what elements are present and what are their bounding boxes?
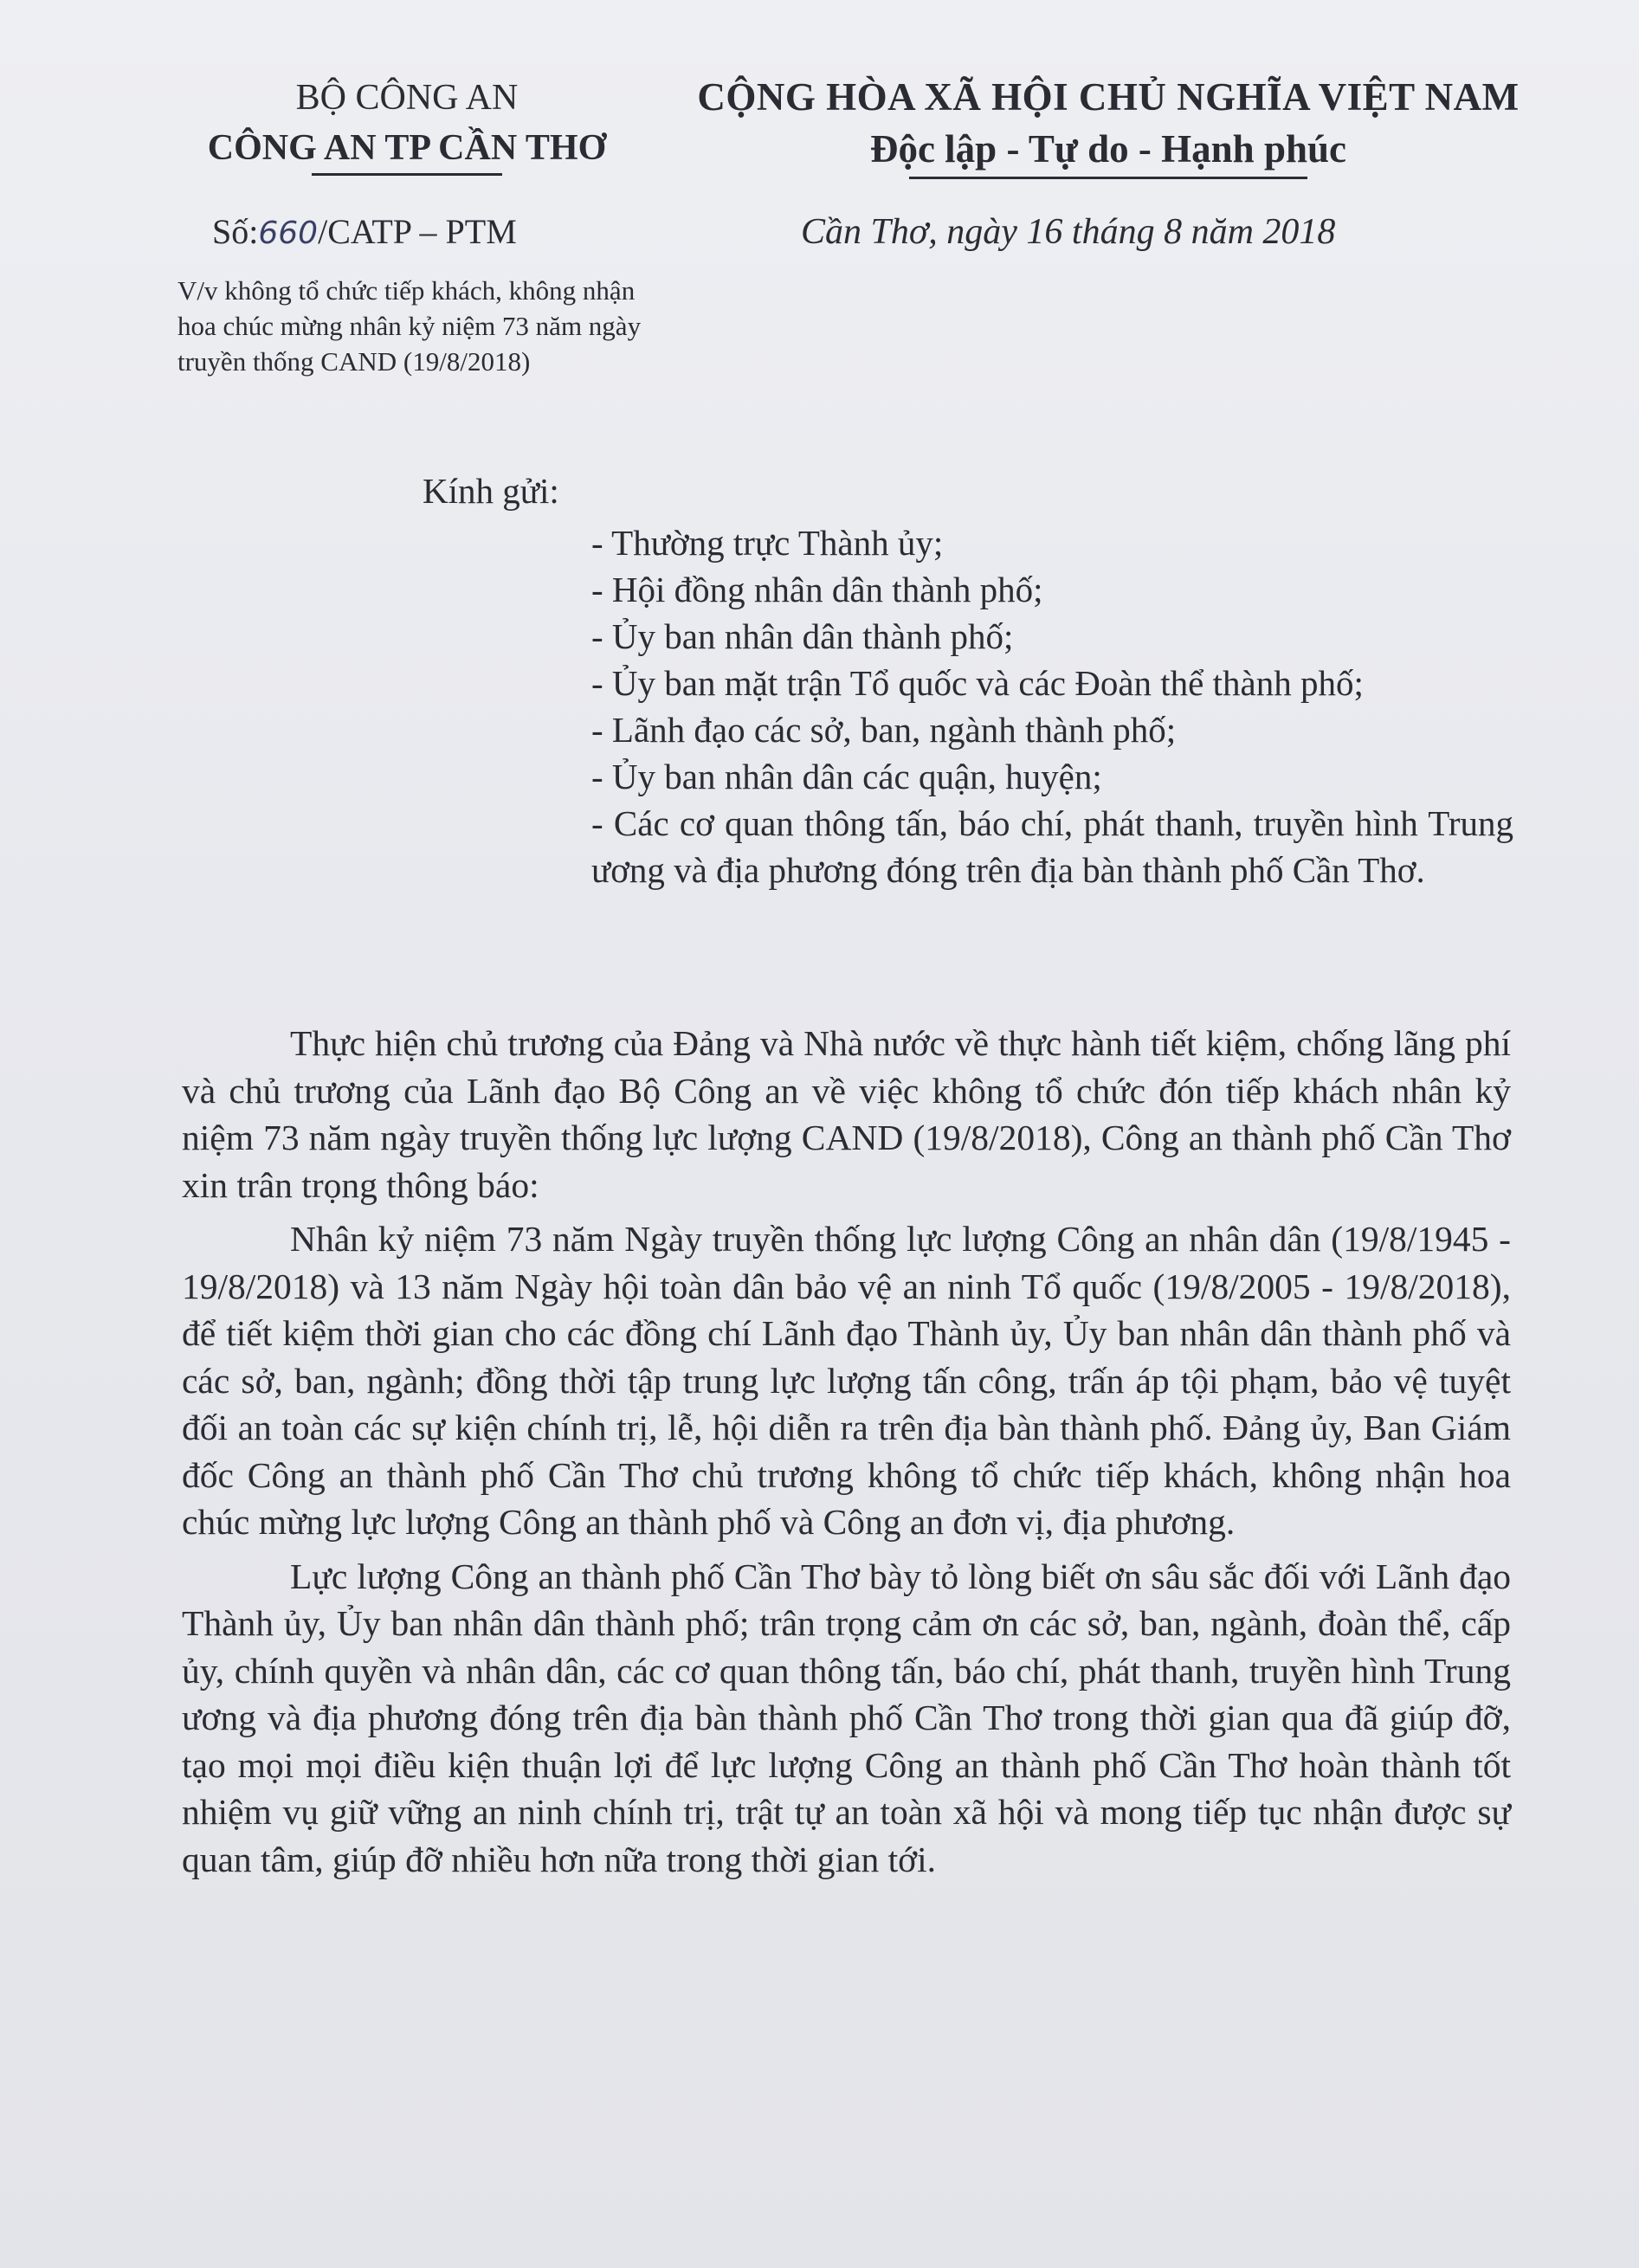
body-paragraph: Nhân kỷ niệm 73 năm Ngày truyền thống lực lượng Công an nhân dân (19/8/1945 - 19/8/2018) và 13 năm Ngày hội toàn dân bảo vệ an ninh Tổ quốc (19/8/2005 - 19/8/2018), để tiết kiệm thời gian cho các đồng chí Lãnh đạo Thành ủy, Ủy ban nhân dân thành phố và các sở, ban, ngành; đồng thời tập trung lực lượng tấn công, trấn áp tội phạm, bảo vệ tuyệt đối an toàn các sự kiện chính trị, lễ, hội diễn ra trên địa bàn thành phố. Đảng ủy, Ban Giám đốc Công an thành phố Cần Thơ chủ trương không tổ chức tiếp khách, không nhận hoa chúc mừng lực lượng Công an thành phố và Công an đơn vị, địa phương. <box>182 1219 1511 1542</box>
subject-line <box>177 273 749 379</box>
issuer-underline <box>312 173 502 176</box>
recipient-item: - Ủy ban nhân dân thành phố; <box>591 616 1014 656</box>
recipient-item: - Hội đồng nhân dân thành phố; <box>591 570 1043 609</box>
subject-line-1: V/v không tổ chức tiếp khách, không nhận <box>177 275 636 306</box>
national-motto: Độc lập - Tự do - Hạnh phúc <box>869 127 1347 171</box>
country-name: CỘNG HÒA XÃ HỘI CHỦ NGHĨA VIỆT NAM <box>697 75 1520 119</box>
document-number-suffix: /CATP – PTM <box>318 212 517 251</box>
place-and-date: Cần Thơ, ngày 16 tháng 8 năm 2018 <box>801 212 1336 252</box>
subject-line-3: truyền thống CAND (19/8/2018) <box>177 346 531 377</box>
document-number <box>212 208 517 258</box>
recipients-block <box>423 467 1513 893</box>
unit-name: CÔNG AN TP CẦN THƠ <box>207 128 607 168</box>
subject-line-2: hoa chúc mừng nhân kỷ niệm 73 năm ngày <box>177 311 642 341</box>
document-body <box>182 1020 1511 1890</box>
document-number-prefix: Số: <box>212 212 259 251</box>
body-paragraph: Thực hiện chủ trương của Đảng và Nhà nước về thực hành tiết kiệm, chống lãng phí và chủ trương của Lãnh đạo Bộ Công an về việc không tổ chức đón tiếp khách nhân kỷ niệm 73 năm ngày truyền thống lực lượng CAND (19/8/2018), Công an thành phố Cần Thơ xin trân trọng thông báo: <box>182 1023 1511 1205</box>
issuer-header <box>130 73 684 176</box>
recipient-item: - Các cơ quan thông tấn, báo chí, phát thanh, truyền hình Trung ương và địa phương đóng trên địa bàn thành phố Cần Thơ. <box>591 803 1513 890</box>
recipient-item: - Lãnh đạo các sở, ban, ngành thành phố; <box>591 710 1177 750</box>
body-paragraph: Lực lượng Công an thành phố Cần Thơ bày tỏ lòng biết ơn sâu sắc đối với Lãnh đạo Thành ủy, Ủy ban nhân dân thành phố; trân trọng cảm ơn các sở, ban, ngành, đoàn thể, cấp ủy, chính quyền và nhân dân, các cơ quan thông tấn, báo chí, phát thanh, truyền hình Trung ương và địa phương đóng trên địa bàn thành phố Cần Thơ trong thời gian qua đã giúp đỡ, tạo mọi mọi điều kiện thuận lợi để lực lượng Công an thành phố Cần Thơ hoàn thành tốt nhiệm vụ giữ vững an ninh chính trị, trật tự an toàn xã hội và mong tiếp tục nhận được sự quan tâm, giúp đỡ nhiều hơn nữa trong thời gian tới. <box>182 1556 1511 1879</box>
motto-underline <box>909 177 1307 179</box>
recipient-item: - Ủy ban mặt trận Tổ quốc và các Đoàn thể thành phố; <box>591 663 1364 703</box>
ministry-name: BỘ CÔNG AN <box>295 78 519 118</box>
national-header <box>693 71 1524 179</box>
recipients-list <box>423 519 1513 893</box>
recipient-item: - Thường trực Thành ủy; <box>591 523 944 563</box>
recipients-greeting: Kính gửi: <box>423 471 559 511</box>
recipient-item: - Ủy ban nhân dân các quận, huyện; <box>591 757 1102 796</box>
document-number-handwritten: 660 <box>258 216 319 251</box>
